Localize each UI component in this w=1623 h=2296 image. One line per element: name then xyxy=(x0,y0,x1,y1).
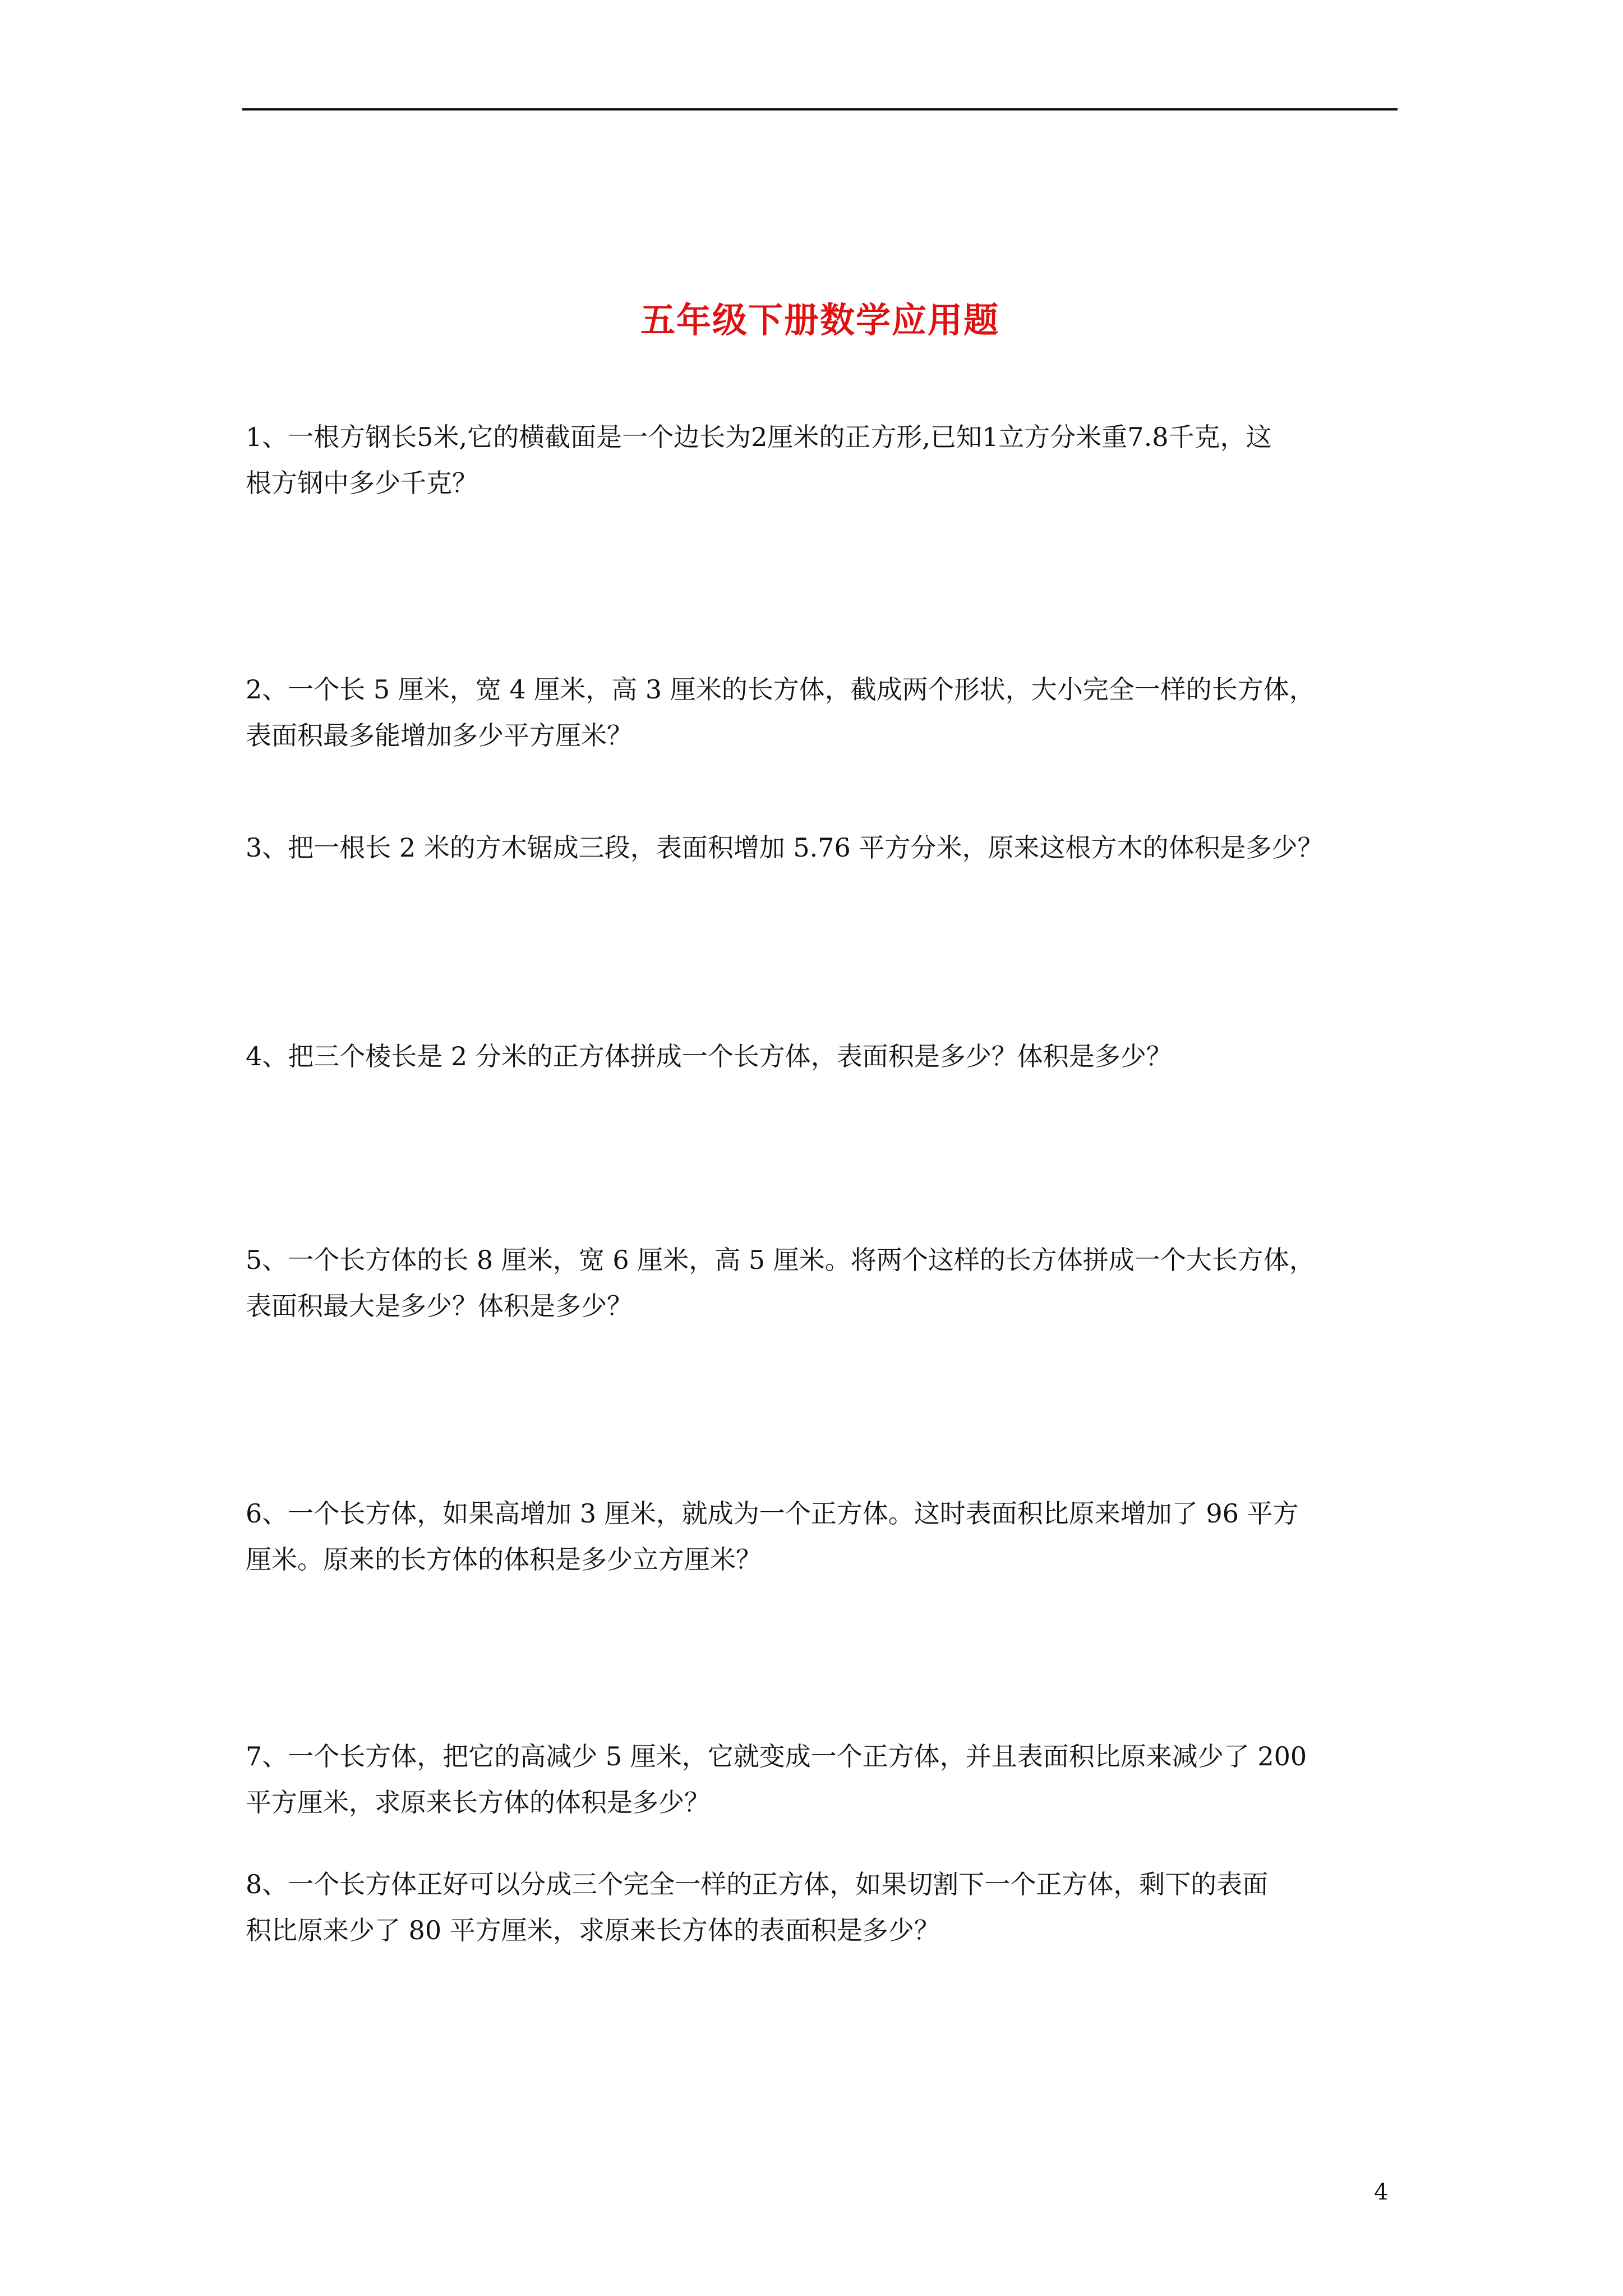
question-4 xyxy=(246,1033,1401,1079)
question-3 xyxy=(246,825,1401,871)
question-2-line-2: 表面积最多能增加多少平方厘米？ xyxy=(246,720,633,751)
question-6-line-2: 厘米。原来的长方体的体积是多少立方厘米？ xyxy=(246,1544,762,1575)
header-rule xyxy=(242,108,1398,111)
question-7-line-1: 7、一个长方体，把它的高减少 5 厘米，它就变成一个正方体，并且表面积比原来减少了 200 xyxy=(246,1741,1307,1772)
question-5 xyxy=(246,1237,1401,1329)
page-number: 4 xyxy=(1374,2179,1389,2205)
question-5-line-2: 表面积最大是多少？体积是多少？ xyxy=(246,1291,633,1321)
question-4-line-1: 4、把三个棱长是 2 分米的正方体拼成一个长方体，表面积是多少？体积是多少？ xyxy=(246,1041,1172,1071)
question-5-line-1: 5、一个长方体的长 8 厘米，宽 6 厘米，高 5 厘米。将两个这样的长方体拼成一个大长方体， xyxy=(246,1245,1315,1275)
question-1 xyxy=(246,414,1401,506)
question-8-line-2: 积比原来少了 80 平方厘米，求原来长方体的表面积是多少？ xyxy=(246,1915,940,1945)
question-1-line-2: 根方钢中多少千克？ xyxy=(246,468,478,498)
question-8-line-1: 8、一个长方体正好可以分成三个完全一样的正方体，如果切割下一个正方体，剩下的表面 xyxy=(246,1869,1269,1899)
question-7 xyxy=(246,1733,1401,1825)
question-6 xyxy=(246,1490,1401,1582)
question-6-line-1: 6、一个长方体，如果高增加 3 厘米，就成为一个正方体。这时表面积比原来增加了 96 平方 xyxy=(246,1498,1299,1529)
question-2 xyxy=(246,666,1401,758)
question-1-line-1: 1、一根方钢长5米,它的横截面是一个边长为2厘米的正方形,已知1立方分米重7.8千克，这 xyxy=(246,422,1272,452)
question-7-line-2: 平方厘米，求原来长方体的体积是多少？ xyxy=(246,1787,710,1818)
question-8 xyxy=(246,1861,1401,1953)
question-3-line-1: 3、把一根长 2 米的方木锯成三段，表面积增加 5.76 平方分米，原来这根方木的体积是多少？ xyxy=(246,832,1324,863)
page-title: 五年级下册数学应用题 xyxy=(640,300,999,341)
question-2-line-1: 2、一个长 5 厘米，宽 4 厘米，高 3 厘米的长方体，截成两个形状，大小完全一样的长方体， xyxy=(246,674,1315,705)
